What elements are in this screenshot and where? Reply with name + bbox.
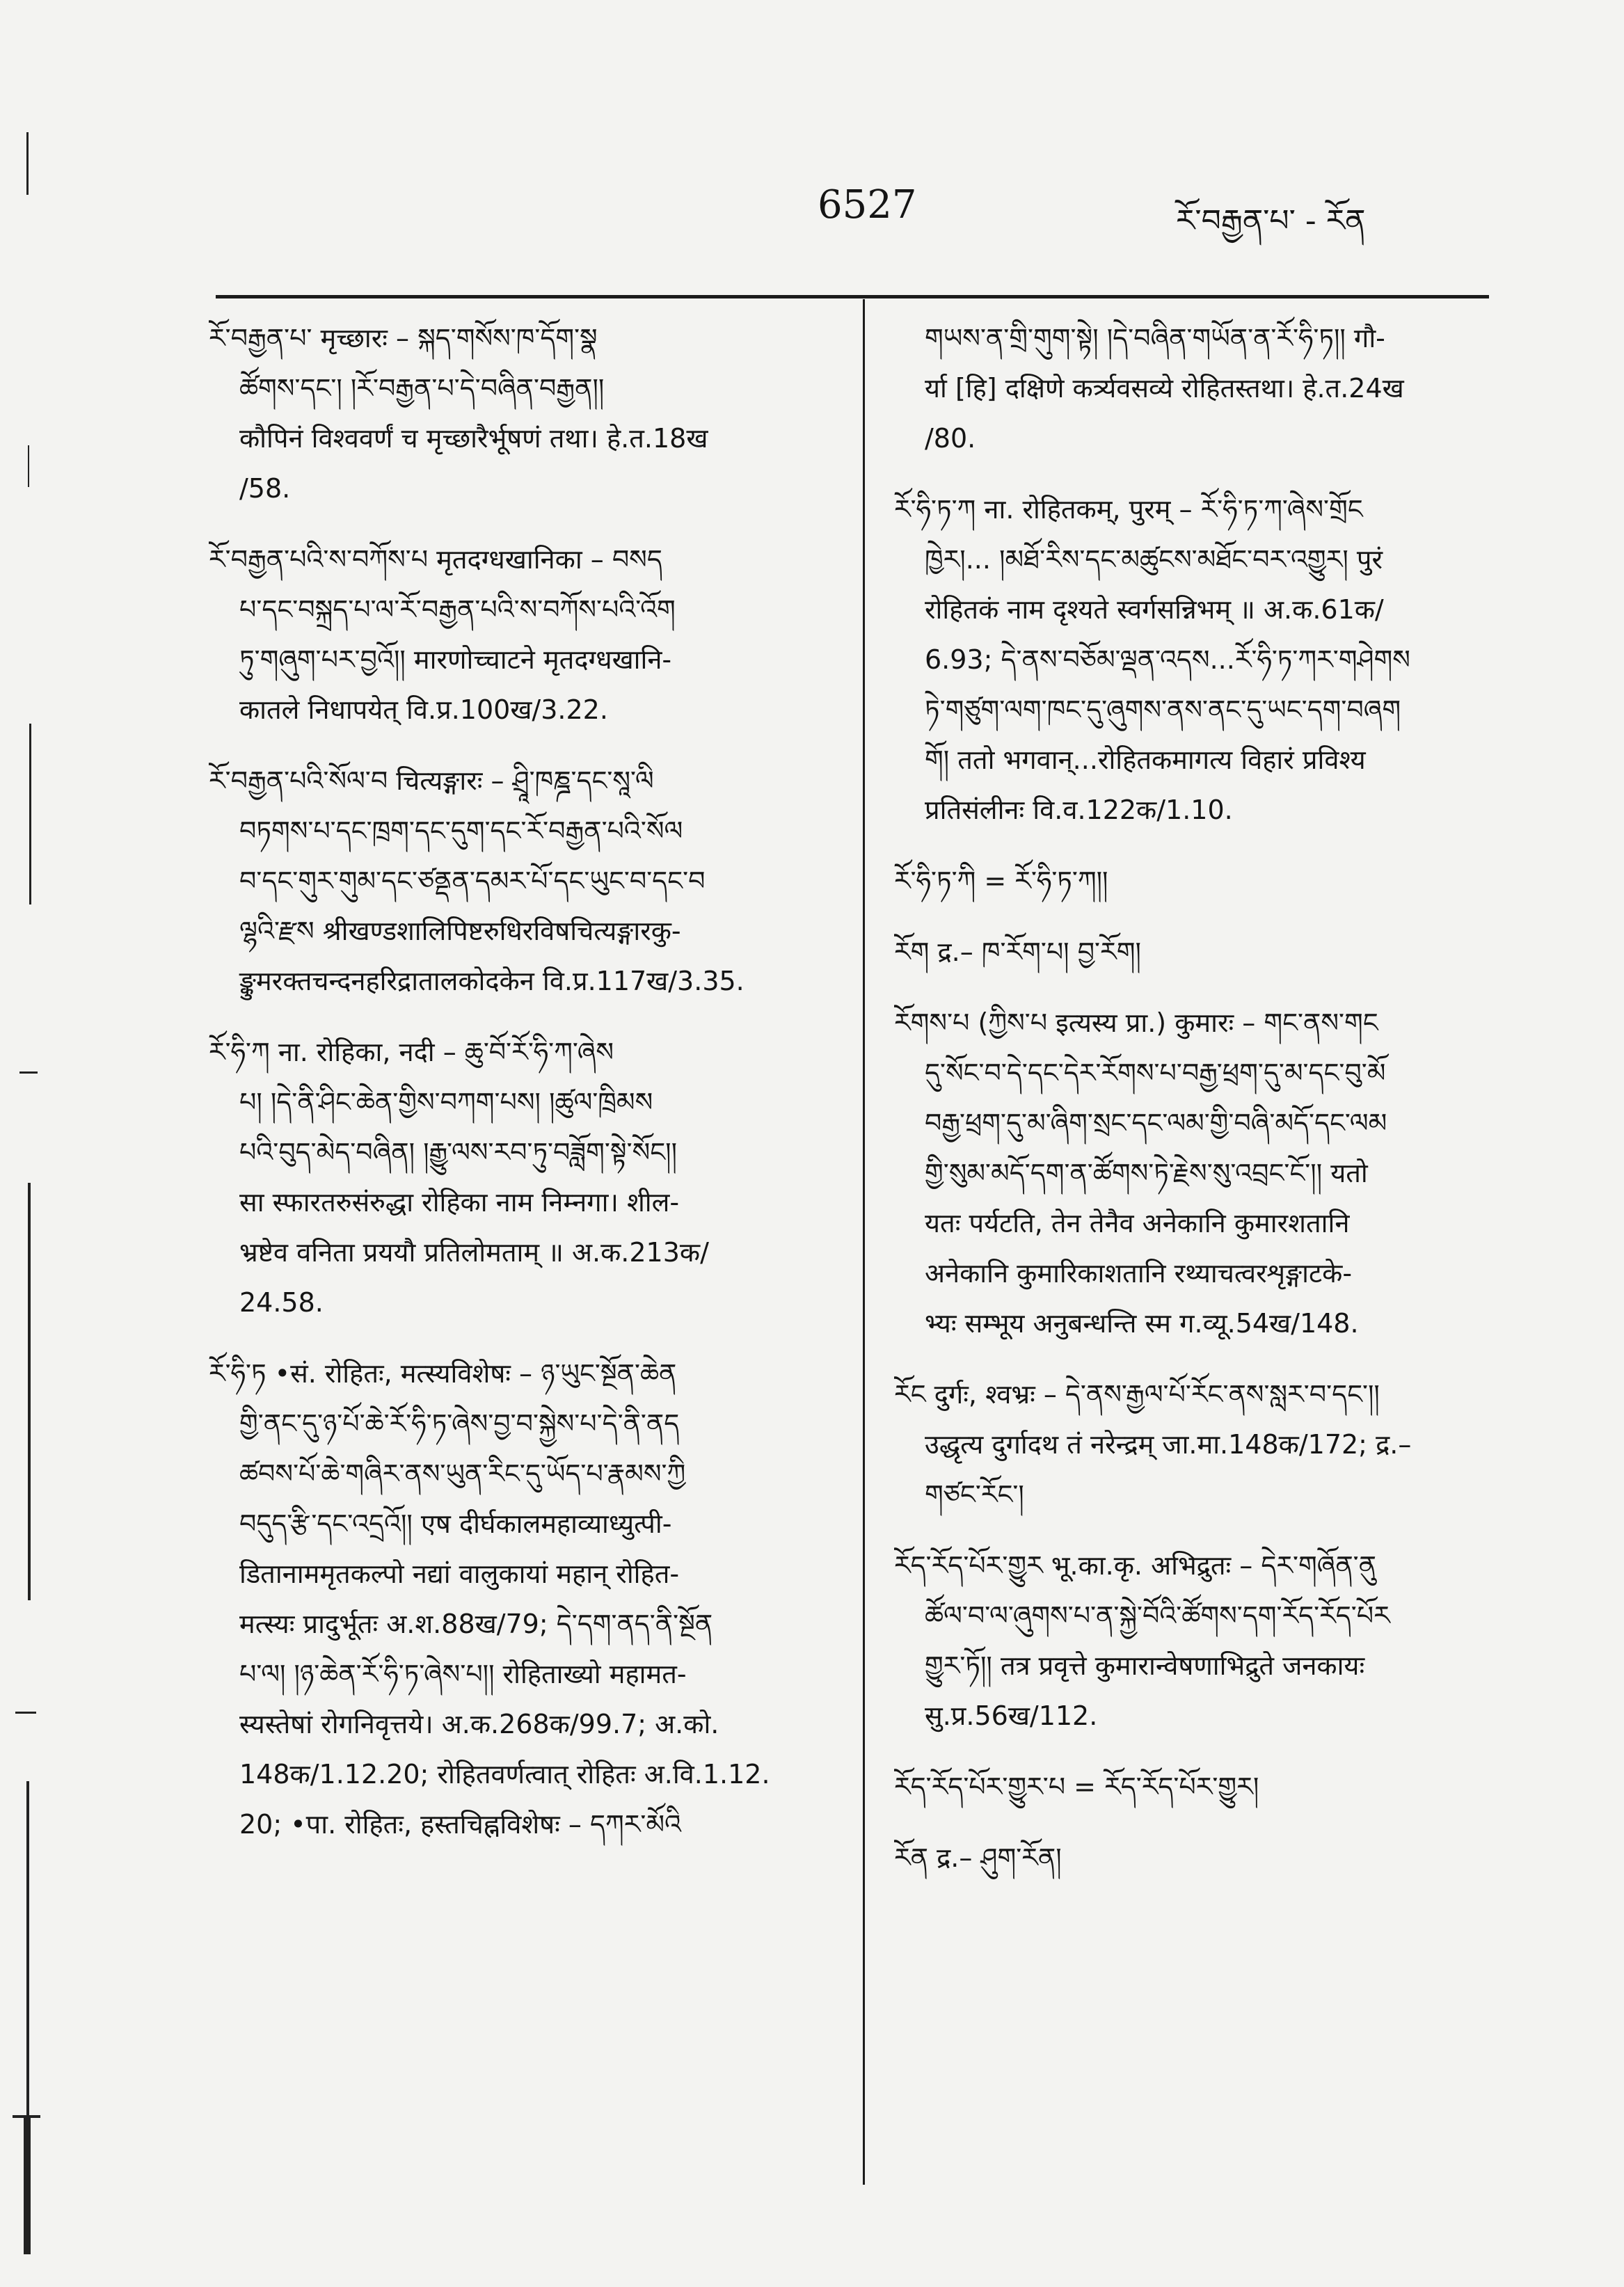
dictionary-entry — [894, 484, 1506, 835]
dictionary-entry — [209, 534, 821, 735]
entry-line: པའི་བུད་མེད་བཞིན། །རྒྱུ་ལས་རབ་ཏུ་བཟློག་སྟེ་སོང།། — [239, 1137, 678, 1168]
entry-line: བརྒྱ་ཕྲག་དུ་མ་ཞིག་སྲང་དང་ལམ་གྱི་བཞི་མདོ་དང་ལམ — [925, 1108, 1387, 1138]
entry-line: ཚོལ་བ་ལ་ཞུགས་པ་ན་སྐྱེ་བོའི་ཚོགས་དག་རོད་རོད་པོར — [925, 1600, 1390, 1631]
entry-line: རོད་རོད་པོར་གྱུར་པ = རོད་རོད་པོར་གྱུར། — [894, 1771, 1259, 1802]
entry-line: यतः पर्यटति, तेन तेनैव अनेकानि कुमारशतानि — [925, 1208, 1350, 1238]
entry-line: རོ་ཧི་ཏ་ཀི = རོ་ཧི་ཏ་ཀ།། — [894, 866, 1108, 896]
entry-line: བདུད་རྩི་དང་འདྲའོ།། एष दीर्घकालमहाव्याध्युत्पी- — [239, 1508, 672, 1539]
scan-mark — [19, 1071, 38, 1074]
running-head: རོ་བརྒྱན་པ་ - རོན — [1176, 203, 1366, 239]
dictionary-entry — [894, 927, 1506, 977]
entry-line: अनेकानि कुमारिकाशतानि रथ्याचत्वरशृङ्गाटके- — [925, 1258, 1353, 1289]
entry-line: कातले निधापयेत् वि.प्र.100ख/3.22. — [239, 694, 608, 725]
dictionary-entry — [894, 1833, 1506, 1883]
dictionary-entry — [894, 1540, 1506, 1741]
entry-line: བཏགས་པ་དང་ཁྲག་དང་དུག་དང་རོ་བརྒྱན་པའི་སོལ — [239, 815, 683, 846]
scan-mark — [24, 2115, 31, 2254]
entry-line: རོ་བརྒྱན་པ་ मृच्छारः – སྐད་གསོས་ཁ་དོག་སྣ — [209, 323, 598, 353]
dictionary-entry — [894, 1369, 1506, 1520]
entry-line: གཙང་རོང་། — [925, 1479, 1024, 1510]
entry-line: པ། །དེ་ནི་ཤིང་ཆེན་གྱིས་བཀག་པས། །ཚུལ་ཁྲིམས — [239, 1087, 653, 1117]
scan-mark — [26, 132, 29, 195]
entry-line: 20; •पा. रोहितः, हस्तचिह्नविशेषः – དཀར་མོའི — [239, 1809, 681, 1840]
entry-line: རོགས་པ (ཀྱིས་པ इत्यस्य प्रा.) कुमारः – གང་ནས་གང — [894, 1007, 1378, 1038]
header-rule — [216, 295, 1489, 298]
dictionary-entry — [209, 756, 821, 1006]
entry-line: ཏུ་གཞུག་པར་བྱའོ།། मारणोच्चाटने मृतदग्धखानि- — [239, 644, 672, 675]
dictionary-entry — [894, 998, 1506, 1348]
scan-mark — [28, 1183, 31, 1600]
entry-line: /80. — [925, 423, 976, 454]
entry-line: 6.93; དེ་ནས་བཅོམ་ལྡན་འདས...རོ་ཧི་ཏ་ཀར་གཤེགས — [925, 644, 1410, 675]
entry-line: भ्यः सम्भूय अनुबन्धन्ति स्म ग.व्यू.54ख/148. — [925, 1308, 1359, 1339]
dictionary-entry — [894, 856, 1506, 906]
entry-line: /58. — [239, 473, 291, 504]
entry-line: रोहितकं नाम दृश्यते स्वर्गसन्निभम् ॥ अ.क.61क/ — [925, 594, 1384, 625]
dictionary-entry — [209, 1348, 821, 1849]
entry-line: རོག द्र.– ཁ་རོག་པ། བྱ་རོག། — [894, 937, 1141, 967]
entry-line: 148क/1.12.20; रोहितवर्णत्वात् रोहितः अ.वि.1.12. — [239, 1759, 770, 1790]
entry-line: ཁྱེར།... །མཐོ་རིས་དང་མཚུངས་མཐོང་བར་འགྱུར། पुरं — [925, 544, 1383, 575]
entry-line: भ्रष्टेव वनिता प्रययौ प्रतिलोमताम् ॥ अ.क.213क/ — [239, 1237, 709, 1268]
entry-line: གཡས་ན་གྲི་གུག་སྟེ། །དེ་བཞིན་གཡོན་ན་རོ་ཧི་ཏ།། गौ- — [925, 323, 1385, 353]
entry-line: གོ། ततो भगवान्...रोहितकमागत्य विहारं प्रविश्य — [925, 744, 1366, 775]
entry-line: ङ्कुमरक्तचन्दनहरिद्रातालकोदकेन वि.प्र.117ख/3.35. — [239, 966, 745, 996]
right-column — [894, 313, 1506, 1904]
entry-line: དུ་སོང་བ་དེ་དང་དེར་རོགས་པ་བརྒྱ་ཕྲག་དུ་མ་དང་བུ་མོ — [925, 1058, 1386, 1088]
entry-line: मत्स्यः प्रादुर्भूतः अ.श.88ख/79; དེ་དག་ནད་ནི་སྔོན — [239, 1609, 713, 1639]
entry-line: རོ་བརྒྱན་པའི་སོལ་བ चित्यङ्गारः – ཤྲཱི་ཁཎྜ་དང་སཱ་ལི — [209, 765, 654, 796]
scan-mark — [15, 1712, 36, 1714]
dictionary-entry — [209, 313, 821, 513]
entry-line: स्यस्तेषां रोगनिवृत्तये। अ.क.268क/99.7; अ.को. — [239, 1709, 719, 1739]
entry-line: र्या [हि] दक्षिणे कर्त्र्यवसव्ये रोहितस्तथा। हे.त.24ख — [925, 373, 1404, 404]
scan-mark — [26, 1781, 29, 2115]
entry-line: ལྷའི་རྫས श्रीखण्डशालिपिष्टरुधिरविषचित्यङ्गारकु- — [239, 916, 681, 946]
entry-line: ཚབས་པོ་ཆེ་གཞིར་ནས་ཡུན་རིང་དུ་ཡོད་པ་རྣམས་ཀྱི — [239, 1458, 686, 1489]
dictionary-entry — [894, 313, 1506, 463]
entry-line: པ་དང་བསྐྲད་པ་ལ་རོ་བརྒྱན་པའི་ས་བཀོས་པའི་འོག — [239, 594, 676, 625]
scan-mark — [29, 724, 31, 905]
entry-line: གྱི་ནང་དུ་ཉ་པོ་ཆེ་རོ་ཧི་ཏ་ཞེས་བྱ་བ་སྐྱེས་པ་དེ་ནི་ནད — [239, 1408, 680, 1439]
column-divider — [863, 299, 865, 2185]
entry-line: རོ་ཧི་ཏ •सं. रोहितः, मत्स्यविशेषः – ཉ་ཡུང་སྔོན་ཆེན — [209, 1358, 677, 1389]
page-number: 6527 — [818, 182, 917, 228]
left-column — [209, 313, 821, 1870]
entry-line: 24.58. — [239, 1287, 324, 1318]
entry-line: རོ་བརྒྱན་པའི་ས་བཀོས་པ मृतदग्धखानिका – བསད — [209, 544, 662, 575]
dictionary-entry — [209, 1027, 821, 1328]
scan-mark — [28, 445, 29, 487]
dictionary-entry — [894, 1762, 1506, 1812]
entry-line: डितानाममृतकल्पो नद्यां वालुकायां महान् रोहित- — [239, 1559, 680, 1589]
entry-line: कौपिनं विश्ववर्णं च मृच्छारैर्भूषणं तथा। हे.त.18ख — [239, 423, 708, 454]
entry-line: གྱུར་ཏོ།། तत्र प्रवृत्ते कुमारान्वेषणाभिद्रुते जनकायः — [925, 1650, 1365, 1681]
entry-line: प्रतिसंलीनः वि.व.122क/1.10. — [925, 795, 1233, 825]
entry-line: उद्धृत्य दुर्गादथ तं नरेन्द्रम् जा.मा.148क/172; द्र.– — [925, 1429, 1412, 1460]
entry-line: རོ་ཧི་ཏ་ཀ ना. रोहितकम्, पुरम् – རོ་ཧི་ཏ་ཀ་ཞེས་གྲོང — [894, 494, 1363, 525]
entry-line: ཏེ་གཙུག་ལག་ཁང་དུ་ཞུགས་ནས་ནང་དུ་ཡང་དག་བཞག — [925, 694, 1401, 725]
entry-line: ཚོགས་དང་། །རོ་བརྒྱན་པ་དེ་བཞིན་བརྒྱན།། — [239, 373, 605, 404]
entry-line: རོད་རོད་པོར་གྱུར भू.का.कृ. अभिद्रुतः – དེར་གཞོན་ནུ — [894, 1550, 1377, 1581]
entry-line: རོང दुर्गः, श्वभ्रः – དེ་ནས་རྒྱལ་པོ་རོང་ནས་སླར་བ་དང་།། — [894, 1379, 1380, 1410]
entry-line: གྱི་སུམ་མདོ་དག་ན་ཚོགས་ཏེ་རྗེས་སུ་འབྲང་ངོ་།། यतो — [925, 1158, 1368, 1188]
entry-line: རོན द्र.– ཤུག་རོན། — [894, 1842, 1062, 1873]
entry-line: सु.प्र.56ख/112. — [925, 1700, 1098, 1731]
entry-line: པ་ལ། །ཉ་ཆེན་རོ་ཧི་ཏ་ཞེས་པ།། रोहिताख्यो महामत- — [239, 1659, 687, 1689]
entry-line: सा स्फारतरुसंरुद्धा रोहिका नाम निम्नगा। शील- — [239, 1187, 680, 1218]
entry-line: རོ་ཧི་ཀ ना. रोहिका, नदी – ཆུ་བོ་རོ་ཧི་ཀ་ཞེས — [209, 1037, 614, 1067]
entry-line: བ་དང་གུར་གུམ་དང་ཙནྡན་དམར་པོ་དང་ཡུང་བ་དང་བ — [239, 866, 706, 896]
